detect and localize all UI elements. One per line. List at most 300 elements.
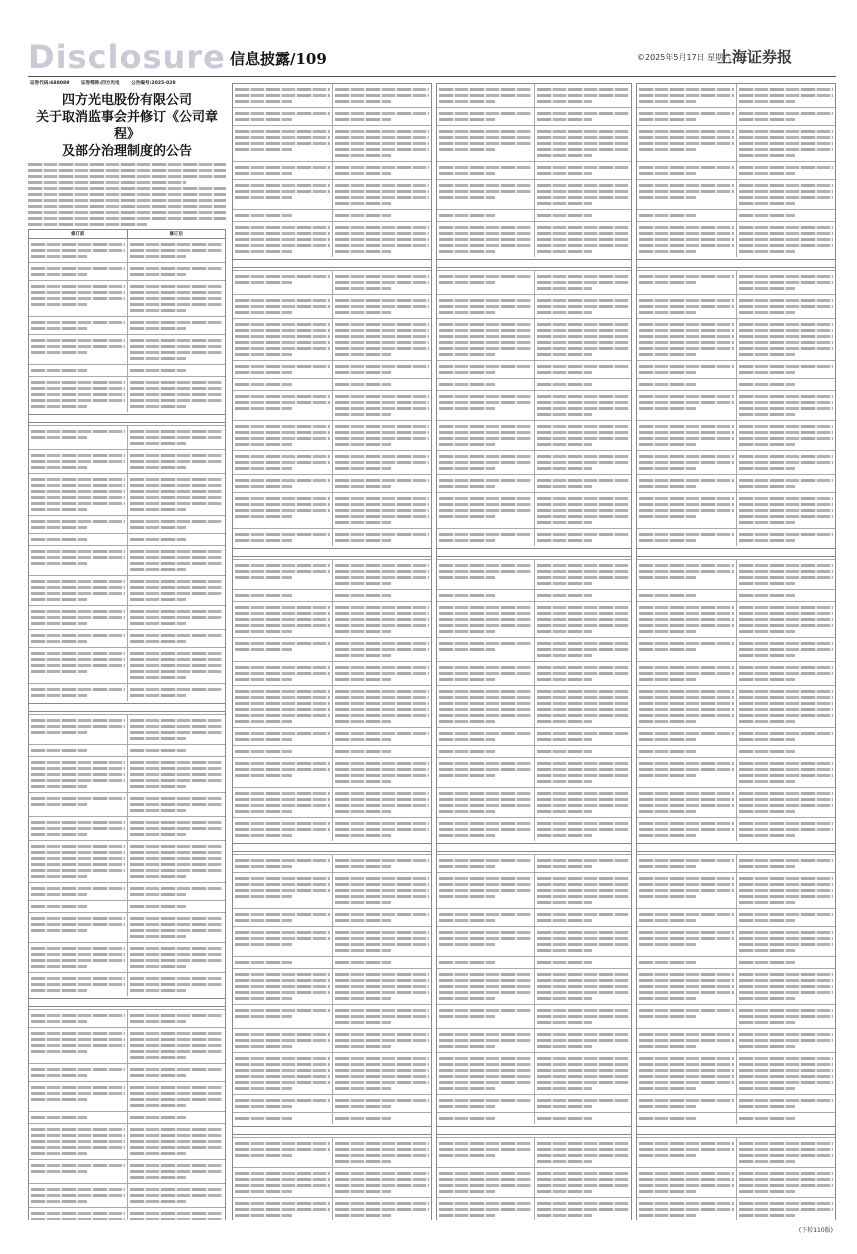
text-line: [130, 664, 224, 667]
comparison-cell: [637, 421, 736, 450]
comparison-cell: [29, 263, 127, 280]
text-line: [639, 985, 734, 988]
text-line: [235, 1075, 330, 1078]
text-line: [235, 804, 330, 807]
text-line: [739, 1208, 834, 1211]
comparison-row: [29, 1027, 225, 1063]
text-line: [335, 1063, 430, 1066]
text-line: [639, 798, 734, 801]
comparison-row: [637, 908, 835, 926]
comparison-cell: [233, 855, 332, 872]
text-line: [235, 1117, 292, 1120]
text-line: [235, 1184, 330, 1187]
comparison-cell: [29, 684, 127, 701]
text-line: [335, 455, 430, 458]
text-line: [235, 1057, 330, 1060]
text-line: [537, 425, 630, 428]
text-line: [235, 979, 330, 982]
column-2: [232, 80, 432, 1220]
text-line: [439, 226, 532, 229]
comparison-cell: [736, 602, 836, 637]
text-line: [235, 341, 330, 344]
text-line: [235, 1087, 292, 1090]
text-line: [537, 883, 630, 886]
text-line: [739, 582, 796, 585]
text-line: [537, 467, 593, 470]
comparison-row: [437, 474, 631, 492]
comparison-cell: [437, 855, 534, 872]
text-line: [130, 670, 224, 673]
text-line: [537, 371, 593, 374]
text-line: [537, 865, 593, 868]
comparison-row: [637, 270, 835, 294]
text-line: [537, 196, 630, 199]
comparison-cell: [437, 222, 534, 257]
text-line: [130, 405, 186, 408]
comparison-cell: [127, 239, 226, 262]
text-line: [130, 321, 224, 324]
text-line: [235, 720, 292, 723]
comparison-row: [233, 872, 431, 908]
text-line: [335, 425, 430, 428]
text-line: [335, 1021, 392, 1024]
text-line: [639, 618, 734, 621]
text-line: [739, 1172, 834, 1175]
text-line: [130, 357, 186, 360]
text-line: [335, 1087, 392, 1090]
text-line: [439, 1148, 532, 1151]
text-line: [31, 917, 125, 920]
text-line: [31, 1194, 125, 1197]
text-line: [335, 347, 430, 350]
comparison-cell: [437, 927, 534, 956]
text-line: [235, 1063, 330, 1066]
text-line: [335, 244, 430, 247]
text-line: [335, 877, 430, 880]
text-line: [639, 570, 734, 573]
text-line: [439, 323, 532, 326]
notice-title-line-2: 关于取消监事会并修订《公司章程》: [35, 110, 218, 142]
text-line: [639, 371, 696, 374]
chapter-heading: [437, 1126, 631, 1135]
text-line: [537, 299, 630, 302]
text-line: [537, 943, 630, 946]
text-line: [639, 865, 696, 868]
text-line: [235, 395, 330, 398]
comparison-cell: [127, 841, 226, 882]
comparison-row: [233, 1112, 431, 1124]
comparison-cell: [29, 757, 127, 792]
text-line: [439, 148, 495, 151]
text-line: [335, 810, 392, 813]
comparison-cell: [332, 662, 432, 685]
text-line: [130, 502, 224, 505]
text-line: [439, 690, 532, 693]
comparison-cell: [233, 788, 332, 817]
chapter-heading: [637, 1126, 835, 1135]
publication-date: ©2025年5月17日 星期六: [637, 53, 732, 62]
comparison-row: [637, 1167, 835, 1197]
text-line: [537, 901, 593, 904]
disclosure-brand: Disclosure: [28, 38, 226, 76]
text-line: [439, 612, 532, 615]
comparison-row: [233, 956, 431, 968]
text-line: [537, 539, 593, 542]
comparison-cell: [736, 180, 836, 209]
text-line: [335, 708, 430, 711]
text-line: [739, 335, 834, 338]
text-line: [439, 305, 532, 308]
text-line: [739, 750, 796, 753]
text-line: [335, 226, 430, 229]
comparison-row: [437, 661, 631, 685]
text-line: [739, 232, 834, 235]
text-line: [130, 658, 224, 661]
text-line: [439, 1214, 495, 1217]
text-line: [130, 610, 224, 613]
text-line: [31, 339, 125, 342]
comparison-cell: [637, 1005, 736, 1028]
text-line: [28, 169, 226, 172]
text-line: [639, 1142, 734, 1145]
text-line: [130, 1164, 224, 1167]
comparison-row: [637, 125, 835, 161]
comparison-cell: [332, 758, 432, 787]
comparison-cell: [233, 84, 332, 107]
comparison-row: [637, 221, 835, 257]
notice-meta: [30, 80, 226, 86]
text-line: [235, 612, 330, 615]
comparison-cell: [233, 210, 332, 221]
text-line: [235, 365, 330, 368]
text-line: [335, 401, 430, 404]
text-line: [439, 576, 495, 579]
text-line: [739, 919, 796, 922]
text-line: [739, 877, 834, 880]
text-line: [439, 172, 495, 175]
text-line: [130, 1200, 186, 1203]
text-line: [335, 443, 392, 446]
comparison-cell: [736, 788, 836, 817]
text-line: [235, 401, 330, 404]
comparison-cell: [534, 1095, 632, 1112]
text-line: [739, 901, 796, 904]
comparison-cell: [233, 451, 332, 474]
text-line: [739, 479, 834, 482]
text-line: [31, 1152, 87, 1155]
comparison-cell: [233, 590, 332, 601]
text-line: [130, 255, 186, 258]
text-line: [537, 335, 630, 338]
comparison-cell: [736, 590, 836, 601]
text-line: [639, 564, 734, 567]
text-line: [639, 275, 734, 278]
text-line: [31, 243, 125, 246]
comparison-cell: [534, 529, 632, 546]
comparison-cell: [29, 883, 127, 900]
text-line: [537, 329, 630, 332]
text-line: [739, 244, 834, 247]
text-line: [439, 606, 532, 609]
text-line: [739, 401, 834, 404]
text-line: [235, 250, 292, 253]
text-line: [439, 232, 532, 235]
text-line: [335, 467, 392, 470]
text-line: [31, 803, 87, 806]
text-line: [235, 913, 330, 916]
comparison-row: [29, 575, 225, 605]
comparison-cell: [437, 1168, 534, 1197]
text-line: [31, 965, 87, 968]
text-line: [739, 810, 796, 813]
comparison-cell: [637, 909, 736, 926]
text-line: [639, 190, 734, 193]
comparison-row: [637, 474, 835, 492]
comparison-row: [29, 1123, 225, 1159]
text-line: [31, 1128, 125, 1131]
text-line: [739, 467, 796, 470]
text-line: [739, 883, 834, 886]
text-line: [537, 913, 630, 916]
comparison-cell: [29, 281, 127, 316]
comparison-cell: [127, 263, 226, 280]
text-line: [235, 606, 330, 609]
text-line: [639, 1178, 734, 1181]
text-line: [31, 658, 125, 661]
comparison-row: [233, 757, 431, 787]
text-line: [439, 347, 532, 350]
text-line: [537, 275, 630, 278]
comparison-cell: [736, 662, 836, 685]
text-line: [439, 774, 495, 777]
text-line: [439, 792, 532, 795]
notice-title: [28, 92, 226, 160]
comparison-cell: [332, 222, 432, 257]
comparison-cell: [29, 1160, 127, 1183]
text-line: [439, 431, 532, 434]
text-line: [739, 774, 834, 777]
text-line: [130, 1050, 224, 1053]
comparison-row: [437, 926, 631, 956]
text-line: [739, 130, 834, 133]
comparison-cell: [127, 576, 226, 605]
text-line: [335, 973, 430, 976]
text-line: [537, 226, 630, 229]
text-line: [537, 594, 593, 597]
comparison-cell: [437, 475, 534, 492]
text-line: [130, 339, 224, 342]
comparison-cell: [736, 84, 836, 107]
text-line: [335, 521, 392, 524]
text-line: [439, 467, 495, 470]
comparison-cell: [437, 84, 534, 107]
comparison-row: [437, 1197, 631, 1220]
text-line: [537, 437, 630, 440]
text-line: [639, 792, 734, 795]
text-line: [439, 1142, 532, 1145]
text-line: [235, 877, 330, 880]
text-line: [31, 1038, 125, 1041]
text-line: [439, 708, 532, 711]
text-line: [639, 226, 734, 229]
text-line: [31, 267, 125, 270]
comparison-cell: [736, 758, 836, 787]
text-line: [31, 1218, 125, 1220]
text-line: [31, 863, 125, 866]
comparison-row: [29, 900, 225, 912]
comparison-cell: [736, 927, 836, 956]
comparison-cell: [534, 855, 632, 872]
comparison-cell: [233, 1005, 332, 1028]
text-line: [537, 828, 630, 831]
text-line: [130, 598, 186, 601]
comparison-row: [437, 589, 631, 601]
text-line: [31, 857, 125, 860]
comparison-row: [637, 601, 835, 637]
text-line: [335, 1057, 430, 1060]
comparison-cell: [127, 630, 226, 647]
comparison-row: [637, 817, 835, 841]
text-line: [31, 929, 87, 932]
text-line: [235, 214, 292, 217]
comparison-cell: [332, 1198, 432, 1220]
text-line: [639, 1069, 734, 1072]
comparison-row: [233, 787, 431, 817]
text-line: [739, 214, 796, 217]
text-line: [639, 973, 734, 976]
text-line: [130, 1056, 186, 1059]
text-line: [739, 533, 834, 536]
text-line: [439, 883, 532, 886]
comparison-row: [437, 685, 631, 727]
comparison-row: [233, 817, 431, 841]
comparison-cell: [534, 126, 632, 161]
comparison-cell: [29, 576, 127, 605]
comparison-cell: [332, 421, 432, 450]
text-line: [31, 616, 125, 619]
comparison-row: [233, 318, 431, 360]
comparison-cell: [637, 271, 736, 294]
comparison-row: [437, 450, 631, 474]
comparison-cell: [332, 361, 432, 378]
text-line: [739, 895, 834, 898]
comparison-cell: [233, 818, 332, 841]
comparison-cell: [437, 379, 534, 390]
text-line: [31, 1200, 87, 1203]
text-line: [537, 1045, 593, 1048]
text-line: [639, 166, 734, 169]
comparison-cell: [534, 271, 632, 294]
text-line: [537, 142, 630, 145]
comparison-cell: [29, 943, 127, 972]
comparison-cell: [534, 1005, 632, 1028]
text-line: [537, 702, 630, 705]
text-line: [639, 323, 734, 326]
text-line: [439, 648, 495, 651]
comparison-row: [233, 492, 431, 528]
comparison-cell: [637, 746, 736, 757]
comparison-row: [637, 294, 835, 318]
comparison-row: [637, 787, 835, 817]
text-line: [739, 570, 834, 573]
comparison-cell: [332, 1005, 432, 1028]
comparison-row: [233, 209, 431, 221]
text-line: [335, 961, 392, 964]
text-line: [639, 142, 734, 145]
comparison-cell: [736, 451, 836, 474]
comparison-cell: [29, 365, 127, 376]
text-line: [335, 94, 430, 97]
text-line: [130, 719, 224, 722]
comparison-row: [637, 968, 835, 1004]
text-line: [439, 1117, 495, 1120]
text-line: [537, 570, 630, 573]
text-line: [439, 594, 495, 597]
text-line: [639, 1015, 696, 1018]
text-line: [639, 1087, 696, 1090]
comparison-row: [437, 378, 631, 390]
text-line: [739, 407, 834, 410]
text-line: [639, 1009, 734, 1012]
text-line: [335, 142, 430, 145]
text-line: [639, 630, 696, 633]
comparison-row: [437, 1052, 631, 1094]
text-line: [537, 1172, 630, 1175]
text-line: [537, 750, 593, 753]
text-line: [639, 148, 696, 151]
text-line: [739, 1045, 796, 1048]
text-line: [537, 877, 630, 880]
text-line: [31, 725, 125, 728]
comparison-cell: [332, 379, 432, 390]
text-line: [739, 154, 796, 157]
text-line: [235, 798, 330, 801]
comparison-row: [437, 125, 631, 161]
comparison-cell: [534, 788, 632, 817]
text-line: [639, 943, 696, 946]
text-line: [537, 1214, 593, 1217]
text-line: [537, 720, 593, 723]
text-line: [537, 413, 593, 416]
column-1: [28, 80, 226, 1220]
comparison-cell: [534, 475, 632, 492]
text-line: [439, 997, 495, 1000]
comparison-row: [233, 270, 431, 294]
comparison-row: [233, 1197, 431, 1220]
text-line: [537, 738, 593, 741]
text-line: [739, 196, 834, 199]
text-line: [235, 570, 330, 573]
comparison-cell: [437, 560, 534, 589]
comparison-cell: [437, 788, 534, 817]
text-line: [235, 479, 330, 482]
text-line: [335, 822, 430, 825]
text-line: [639, 395, 734, 398]
text-line: [439, 142, 532, 145]
comparison-cell: [534, 746, 632, 757]
comparison-row: [637, 390, 835, 420]
text-line: [130, 538, 186, 541]
comparison-cell: [637, 1053, 736, 1094]
text-line: [639, 455, 734, 458]
text-line: [335, 299, 430, 302]
text-line: [335, 564, 430, 567]
comparison-cell: [127, 1124, 226, 1159]
comparison-row: [637, 757, 835, 787]
text-line: [639, 666, 734, 669]
comparison-cell: [736, 1029, 836, 1052]
text-line: [639, 937, 734, 940]
